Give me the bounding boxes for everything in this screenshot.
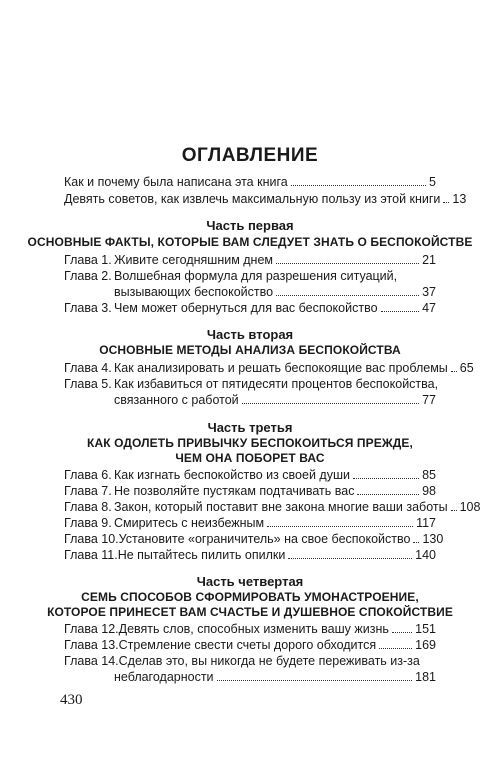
part-subtitle: КАК ОДОЛЕТЬ ПРИВЫЧКУ БЕСПОКОИТЬСЯ ПРЕЖДЕ,: [87, 436, 413, 450]
entry-text: Установите «ограничитель» на свое беспокойство: [118, 532, 411, 546]
page-number: 430: [60, 692, 83, 708]
part-title: Часть первая: [206, 218, 294, 233]
entry-page: 85: [422, 468, 436, 482]
part-title: Часть третья: [207, 420, 293, 435]
entry-page: 65: [459, 361, 474, 375]
entry-page: 181: [415, 670, 436, 684]
entry-text: Живите сегодняшним днем: [114, 253, 274, 267]
toc-entry: [64, 638, 436, 653]
chapter-number: Глава 6.: [64, 468, 112, 482]
entry-text: неблагодарности: [114, 670, 214, 684]
dot-leader: [392, 622, 412, 633]
dot-leader: [276, 253, 419, 264]
toc-entry: [64, 516, 436, 531]
chapter-number: Глава 12.: [64, 622, 119, 636]
toc-entry: [64, 532, 444, 547]
chapter-number: Глава 5.: [64, 377, 112, 391]
toc-entry: [64, 500, 481, 515]
entry-page: 98: [422, 484, 436, 498]
entry-text: Волшебная формула для разрешения ситуаций,: [114, 269, 398, 283]
entry-page: 47: [422, 301, 436, 315]
chapter-number: Глава 1.: [64, 253, 112, 267]
toc-entry: [64, 269, 436, 284]
entry-page: 77: [422, 393, 436, 407]
dot-leader: [217, 670, 413, 681]
entry-text: Как и почему была написана эта книга: [64, 175, 288, 189]
page-title: ОГЛАВЛЕНИЕ: [181, 145, 319, 166]
toc-entry: [64, 484, 436, 499]
entry-text: Как избавиться от пятидесяти процентов беспокойства,: [114, 377, 439, 391]
toc-entry: [64, 377, 439, 392]
part-title: Часть вторая: [206, 327, 294, 342]
entry-page: 108: [459, 500, 481, 514]
entry-text: Девять советов, как извлечь максимальную пользу из этой книги: [64, 192, 441, 206]
dot-leader: [451, 361, 457, 372]
part-subtitle: ОСНОВНЫЕ ФАКТЫ, КОТОРЫЕ ВАМ СЛЕДУЕТ ЗНАТЬ О БЕСПОКОЙСТВЕ: [27, 235, 473, 249]
dot-leader: [451, 500, 457, 511]
entry-page: 5: [429, 175, 436, 189]
chapter-number: Глава 4.: [64, 361, 112, 375]
part-subtitle: ЧЕМ ОНА ПОБОРЕТ ВАС: [175, 451, 325, 465]
toc-entry-continued: [114, 670, 436, 685]
dot-leader: [276, 285, 419, 296]
entry-page: 140: [415, 548, 436, 562]
dot-leader: [291, 175, 426, 186]
entry-text: Не позволяйте пустякам подтачивать вас: [114, 484, 355, 498]
chapter-number: Глава 7.: [64, 484, 112, 498]
chapter-number: Глава 13.: [64, 638, 119, 652]
toc-entry: [64, 468, 436, 483]
entry-text: связанного с работой: [114, 393, 239, 407]
dot-leader: [242, 393, 419, 404]
entry-text: Смиритесь с неизбежным: [114, 516, 265, 530]
entry-page: 169: [415, 638, 436, 652]
entry-page: 151: [415, 622, 436, 636]
entry-text: Не пытайтесь пилить опилки: [117, 548, 286, 562]
dot-leader: [381, 301, 420, 312]
chapter-number: Глава 9.: [64, 516, 112, 530]
dot-leader: [413, 532, 419, 543]
chapter-number: Глава 3.: [64, 301, 112, 315]
toc-entry: [64, 253, 436, 268]
entry-text: Сделав это, вы никогда не будете переживать из-за: [118, 654, 420, 668]
entry-page: 37: [422, 285, 436, 299]
toc-entry: [64, 301, 436, 316]
chapter-number: Глава 10.: [64, 532, 119, 546]
dot-leader: [443, 192, 449, 203]
entry-text: Девять слов, способных изменить вашу жизнь: [118, 622, 389, 636]
part-title: Часть четвертая: [196, 574, 304, 589]
toc-entry: [64, 548, 436, 563]
dot-leader: [288, 548, 412, 559]
entry-page: 117: [416, 516, 436, 530]
toc-entry: [64, 622, 436, 637]
part-subtitle: ОСНОВНЫЕ МЕТОДЫ АНАЛИЗА БЕСПОКОЙСТВА: [99, 343, 401, 357]
chapter-number: Глава 8.: [64, 500, 112, 514]
part-subtitle: СЕМЬ СПОСОБОВ СФОРМИРОВАТЬ УМОНАСТРОЕНИЕ,: [81, 590, 419, 604]
entry-text: Стремление свести счеты дорого обходится: [118, 638, 377, 652]
entry-text: вызывающих беспокойство: [114, 285, 274, 299]
entry-page: 130: [422, 532, 444, 546]
toc-entry: [64, 361, 474, 376]
entry-page: 21: [422, 253, 436, 267]
chapter-number: Глава 11.: [64, 548, 118, 562]
entry-page: 13: [452, 192, 467, 206]
dot-leader: [267, 516, 413, 527]
toc-entry-intro: [64, 192, 467, 207]
chapter-number: Глава 14.: [64, 654, 119, 668]
toc-entry: [64, 654, 436, 669]
chapter-number: Глава 2.: [64, 269, 112, 283]
toc-entry-continued: [114, 285, 436, 300]
part-subtitle: КОТОРОЕ ПРИНЕСЕТ ВАМ СЧАСТЬЕ И ДУШЕВНОЕ СПОКОЙСТВИЕ: [47, 605, 453, 619]
toc-entry-intro: [64, 175, 436, 190]
entry-text: Как анализировать и решать беспокоящие вас проблемы: [114, 361, 448, 375]
toc-entry-continued: [114, 393, 436, 408]
dot-leader: [379, 638, 412, 649]
entry-text: Чем может обернуться для вас беспокойство: [114, 301, 378, 315]
dot-leader: [357, 484, 419, 495]
entry-text: Закон, который поставит вне закона многие ваши заботы: [114, 500, 448, 514]
dot-leader: [353, 468, 419, 479]
entry-text: Как изгнать беспокойство из своей души: [114, 468, 350, 482]
